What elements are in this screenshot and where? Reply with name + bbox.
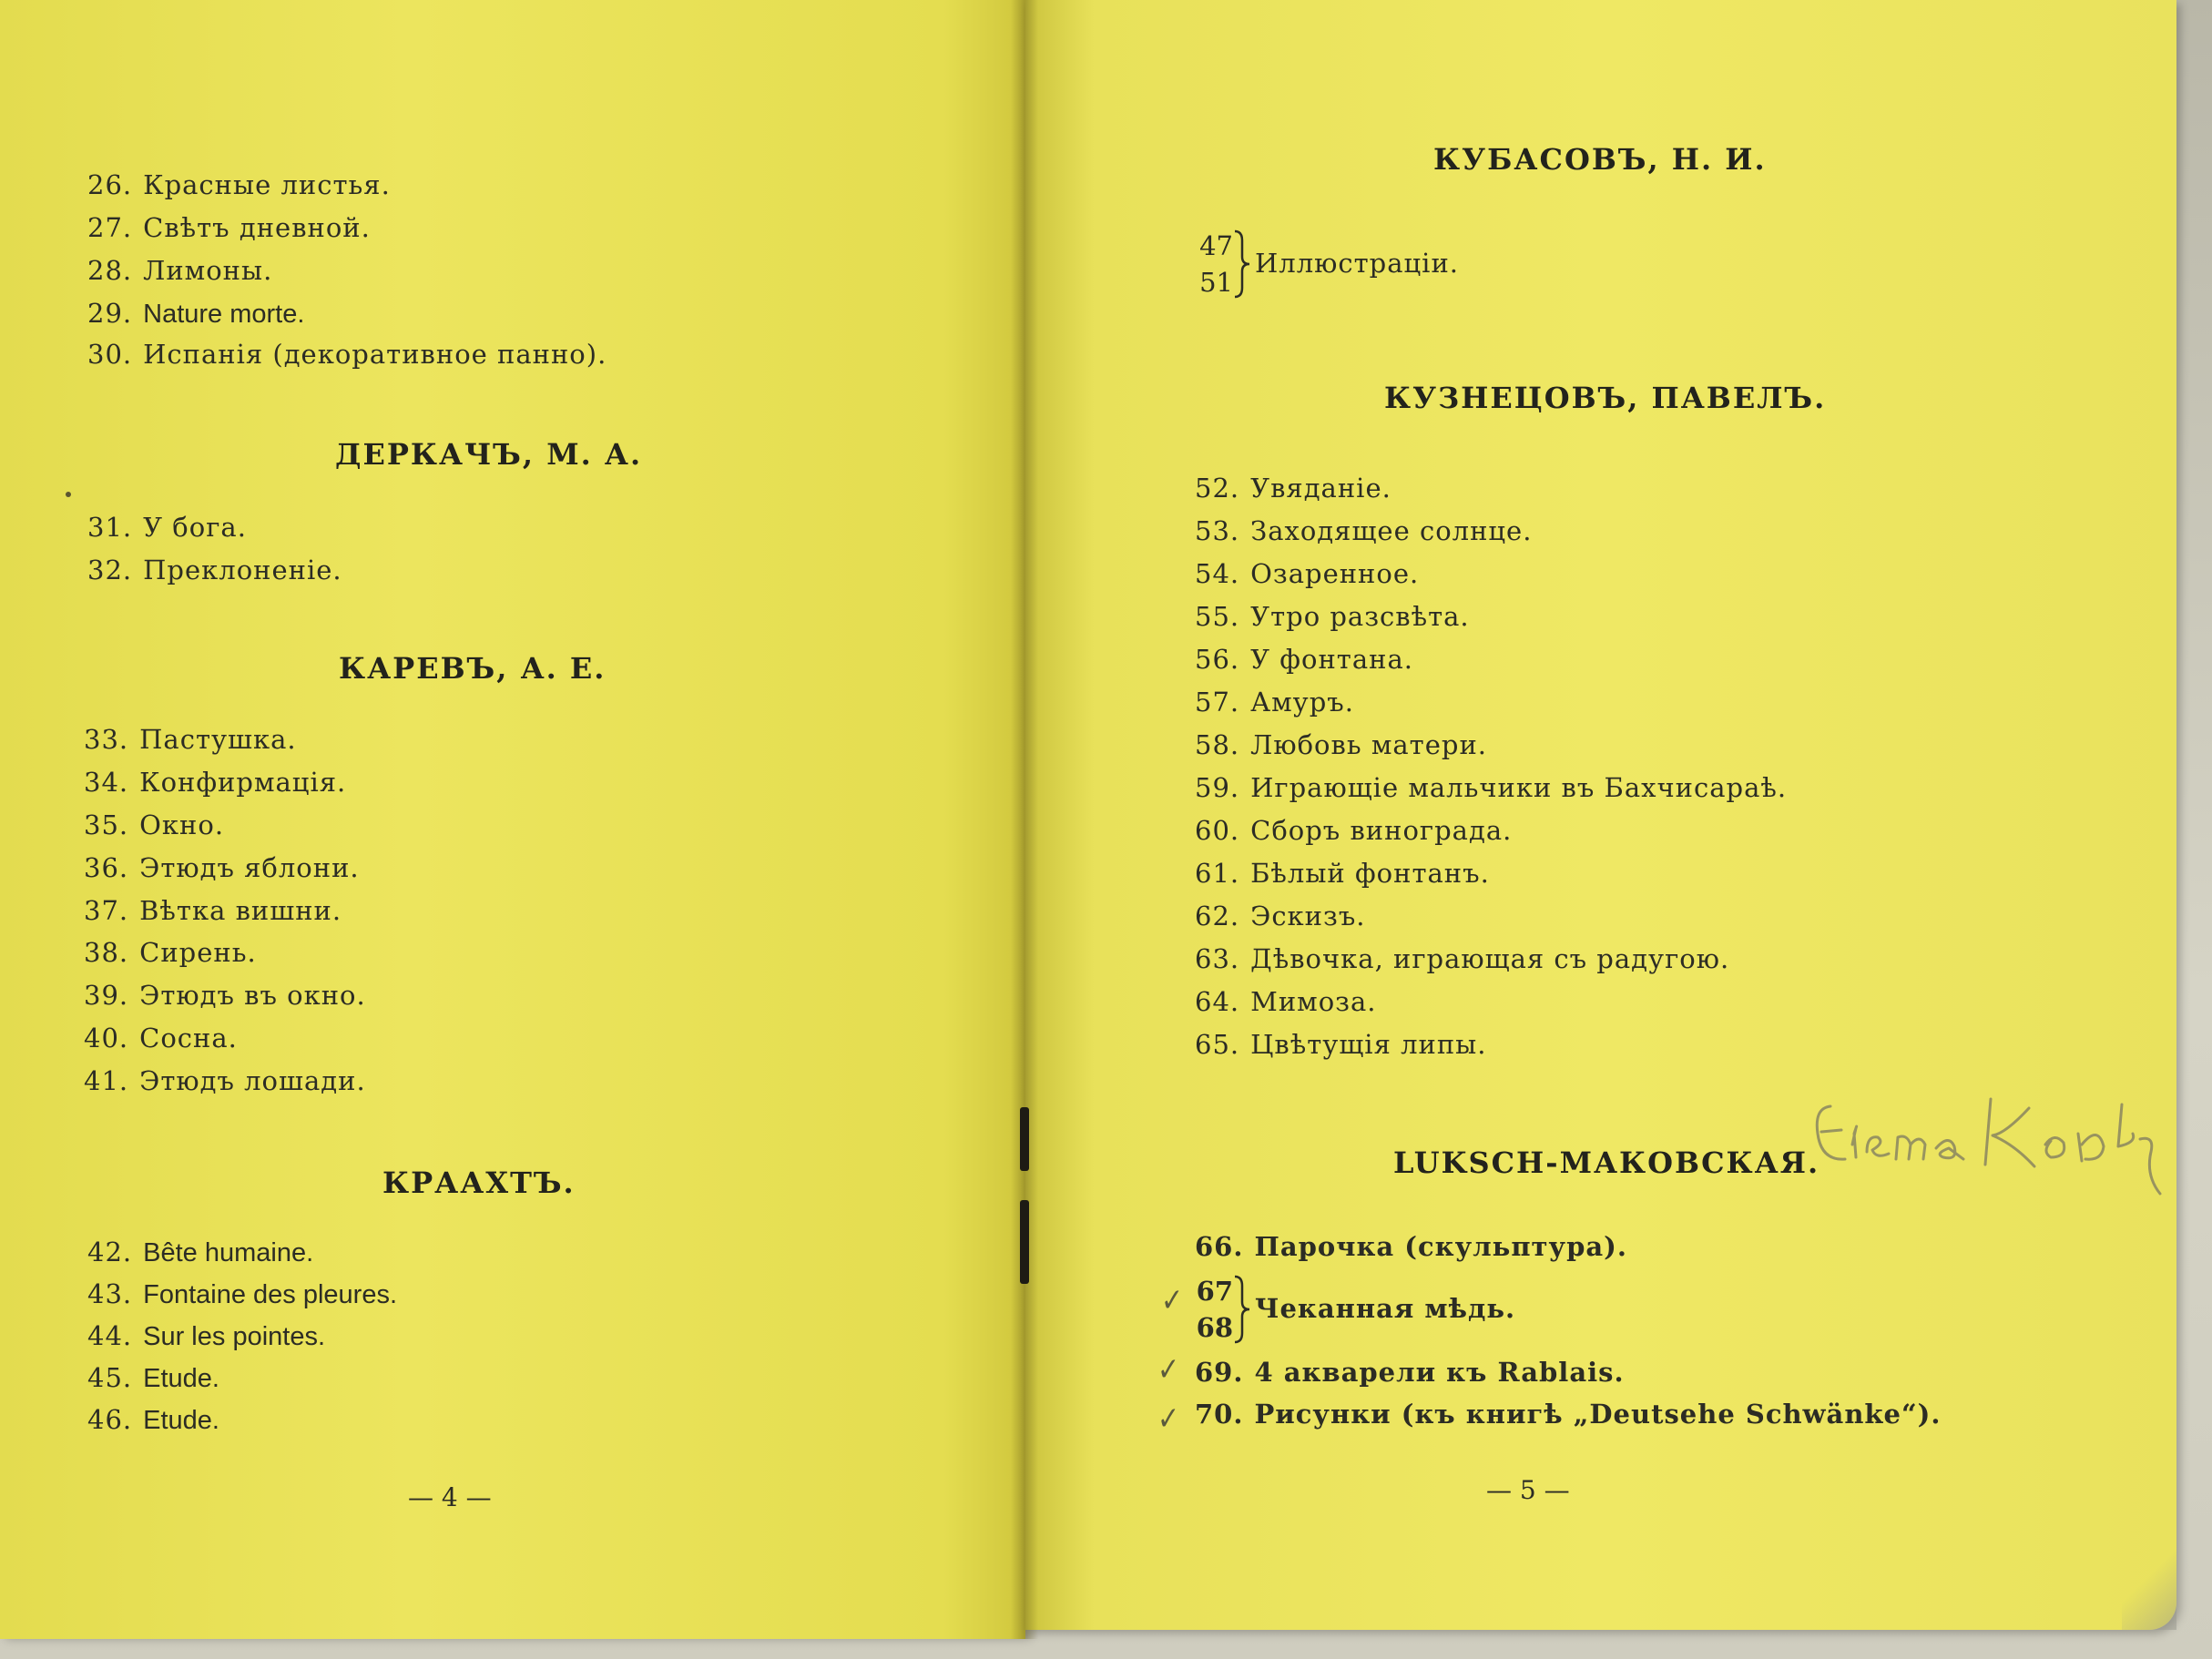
pencil-check-icon: ✓: [1157, 1400, 1180, 1438]
group-number-bottom: 51: [1199, 267, 1233, 298]
catalog-entry: 59. Играющіе мальчики въ Бахчисараѣ.: [1195, 772, 1788, 803]
artist-heading: КУБАСОВЪ, Н. И.: [1433, 142, 1767, 177]
catalog-entry: 29. Nature morte.: [87, 298, 305, 329]
group-number-bottom: 68: [1196, 1312, 1233, 1343]
catalog-entry: 39. Этюдъ въ окно.: [84, 980, 366, 1011]
catalog-entry: 42. Bête humaine.: [87, 1237, 314, 1267]
catalog-entry: 66. Парочка (скульптура).: [1195, 1231, 1627, 1262]
group-title: Иллюстраціи.: [1255, 248, 1459, 279]
catalog-entry: 45. Etude.: [87, 1362, 219, 1393]
catalog-entry: 32. Преклоненіе.: [87, 555, 342, 585]
catalog-entry: 30. Испанія (декоративное панно).: [87, 339, 607, 370]
catalog-entry: 52. Увяданіе.: [1195, 473, 1391, 504]
ink-speck: [66, 492, 71, 497]
catalog-entry: 28. Лимоны.: [87, 255, 273, 286]
catalog-entry: 46. Etude.: [87, 1404, 219, 1435]
group-number-top: 67: [1196, 1276, 1233, 1307]
grouped-entry: [1189, 1273, 1645, 1355]
catalog-entry: 60. Сборъ винограда.: [1195, 815, 1513, 846]
catalog-entry: 26. Красные листья.: [87, 169, 391, 200]
right-page: [1025, 0, 2176, 1630]
catalog-entry: 58. Любовь матери.: [1195, 729, 1487, 760]
catalog-entry: 41. Этюдъ лошади.: [84, 1065, 366, 1096]
group-number-top: 47: [1199, 230, 1233, 261]
catalog-entry: 43. Fontaine des pleures.: [87, 1278, 398, 1309]
catalog-entry: 40. Сосна.: [84, 1023, 238, 1053]
catalog-entry: 36. Этюдъ яблони.: [84, 852, 360, 883]
book-spine: [1011, 0, 1038, 1639]
artist-heading: КУЗНЕЦОВЪ, ПАВЕЛЪ.: [1384, 381, 1827, 415]
catalog-entry: 64. Мимоза.: [1195, 986, 1377, 1017]
page-number: — 5 —: [1486, 1475, 1570, 1505]
catalog-entry: 33. Пастушка.: [84, 724, 297, 755]
group-numbers: [1189, 1273, 1233, 1346]
catalog-entry: 35. Окно.: [84, 809, 225, 840]
catalog-entry: 56. У фонтана.: [1195, 644, 1413, 675]
catalog-entry: 65. Цвѣтущія липы.: [1195, 1029, 1487, 1060]
artist-heading: LUKSCH-МАКОВСКАЯ.: [1393, 1145, 1820, 1180]
artist-heading: ДЕРКАЧЪ, М. А.: [335, 437, 643, 472]
brace-icon: [1231, 1273, 1251, 1346]
staple: [1020, 1200, 1029, 1284]
brace-icon: [1231, 228, 1251, 300]
catalog-entry: 34. Конфирмація.: [84, 767, 347, 798]
catalog-entry: 38. Сирень.: [84, 937, 257, 968]
artist-heading: КАРЕВЪ, А. Е.: [339, 651, 607, 686]
catalog-entry: 27. Свѣтъ дневной.: [87, 212, 371, 243]
catalog-entry: 63. Дѣвочка, играющая съ радугою.: [1195, 943, 1730, 974]
catalog-entry: 70. Рисунки (къ книгѣ „Deutsehe Schwänke“).: [1195, 1399, 1942, 1430]
group-numbers: [1189, 228, 1233, 300]
staple: [1020, 1107, 1029, 1171]
catalog-entry: 54. Озаренное.: [1195, 558, 1420, 589]
catalog-entry: 57. Амуръ.: [1195, 687, 1354, 718]
catalog-entry: 61. Бѣлый фонтанъ.: [1195, 858, 1490, 889]
left-page: [0, 0, 1025, 1639]
catalog-entry: 55. Утро разсвѣта.: [1195, 601, 1470, 632]
handwritten-signature: [1812, 1088, 2176, 1197]
catalog-entry: 53. Заходящее солнце.: [1195, 515, 1533, 546]
group-title: Чеканная мѣдь.: [1255, 1293, 1516, 1324]
catalog-entry: 69. 4 акварели къ Rablais.: [1195, 1357, 1625, 1388]
catalog-entry: 62. Эскизъ.: [1195, 901, 1366, 931]
pencil-check-icon: ✓: [1161, 1282, 1184, 1319]
artist-heading: КРААХТЪ.: [382, 1165, 576, 1200]
pencil-check-icon: ✓: [1157, 1351, 1180, 1389]
catalog-entry: 37. Вѣтка вишни.: [84, 895, 342, 926]
catalog-entry: 44. Sur les pointes.: [87, 1320, 326, 1351]
page-number: — 4 —: [408, 1482, 492, 1512]
grouped-entry: [1189, 228, 1645, 310]
catalog-entry: 31. У бога.: [87, 512, 247, 543]
